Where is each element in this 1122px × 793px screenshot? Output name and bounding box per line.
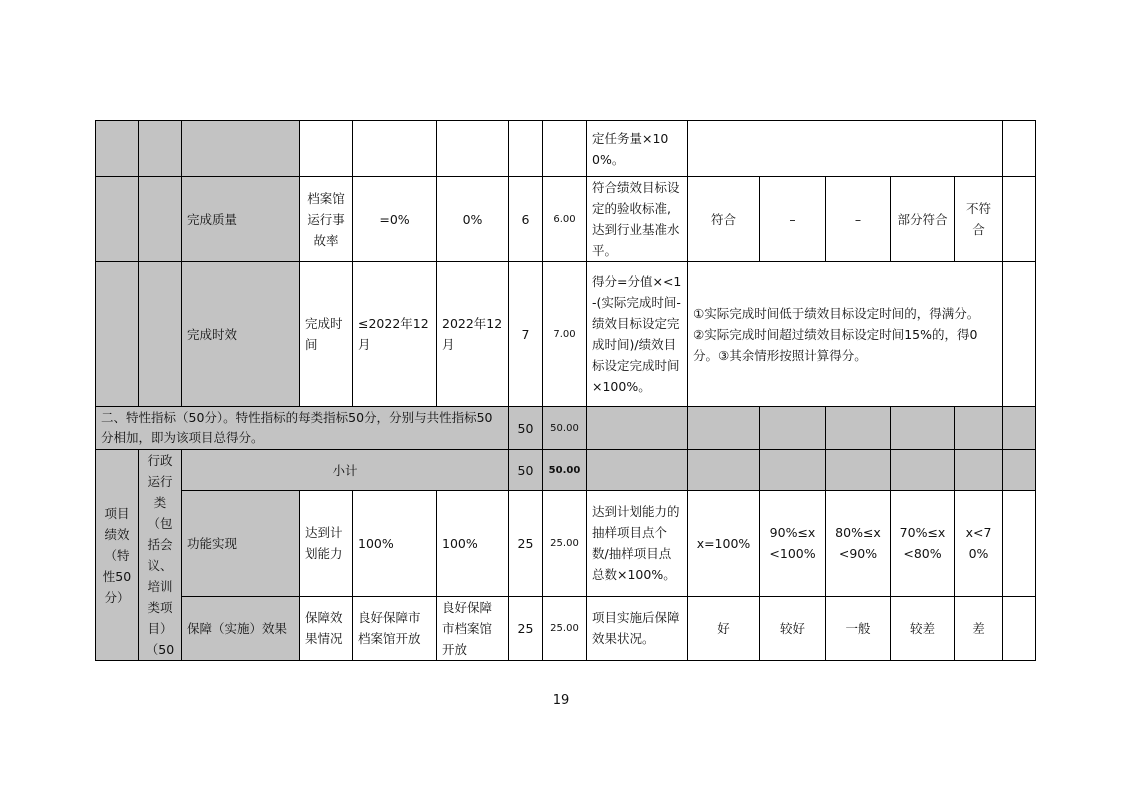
empty-cell [1003, 450, 1036, 491]
level-cell: 差 [955, 596, 1003, 660]
score-cell: 7.00 [543, 262, 587, 407]
actual-cell: 0% [437, 177, 509, 262]
remark-cell [1003, 596, 1036, 660]
sub-indicator-cell: 档案馆运行事故率 [300, 177, 353, 262]
rules-cell [688, 121, 1003, 177]
level-cell: 部分符合 [891, 177, 955, 262]
table-row [96, 407, 1036, 450]
empty-cell [760, 407, 826, 450]
table-row [96, 596, 1036, 660]
empty-cell [955, 450, 1003, 491]
level-cell: x=100% [688, 491, 760, 597]
target-cell: ≤2022年12月 [353, 262, 437, 407]
weight-cell: 50 [509, 407, 543, 450]
performance-table [95, 120, 1036, 661]
table-row [96, 262, 1036, 407]
table-row [96, 450, 1036, 491]
weight-cell: 25 [509, 491, 543, 597]
level1-cell [96, 177, 139, 262]
weight-cell: 25 [509, 596, 543, 660]
level2-cell [139, 262, 182, 407]
level1-cell [96, 121, 139, 177]
actual-cell [437, 121, 509, 177]
level-cell: 80%≤x<90% [826, 491, 891, 597]
level2-cell [139, 121, 182, 177]
score-cell [543, 121, 587, 177]
sub-indicator-cell: 保障效果情况 [300, 596, 353, 660]
method-cell: 符合绩效目标设定的验收标准,达到行业基准水平。 [587, 177, 688, 262]
empty-cell [688, 450, 760, 491]
empty-cell [826, 407, 891, 450]
empty-cell [688, 407, 760, 450]
actual-cell: 良好保障市档案馆开放 [437, 596, 509, 660]
target-cell: =0% [353, 177, 437, 262]
weight-cell: 50 [509, 450, 543, 491]
table-row [96, 491, 1036, 597]
target-cell: 100% [353, 491, 437, 597]
method-cell: 达到计划能力的抽样项目点个数/抽样项目点总数×100%。 [587, 491, 688, 597]
empty-cell [891, 450, 955, 491]
page-number: 19 [552, 693, 570, 708]
sub-category-label: 行政运行类（包括会议、培训类项目）（50 [139, 450, 182, 661]
level2-cell [139, 177, 182, 262]
level-cell: – [826, 177, 891, 262]
target-cell [353, 121, 437, 177]
target-cell: 良好保障市档案馆开放 [353, 596, 437, 660]
empty-cell [826, 450, 891, 491]
method-cell: 定任务量×100%。 [587, 121, 688, 177]
score-cell: 6.00 [543, 177, 587, 262]
remark-cell [1003, 262, 1036, 407]
actual-cell: 100% [437, 491, 509, 597]
sub-indicator-cell: 达到计划能力 [300, 491, 353, 597]
table-row [96, 121, 1036, 177]
remark-cell [1003, 491, 1036, 597]
rules-cell [688, 262, 1003, 407]
empty-cell [955, 407, 1003, 450]
level-cell: 90%≤x<100% [760, 491, 826, 597]
empty-cell [587, 407, 688, 450]
empty-cell [1003, 407, 1036, 450]
level-cell: 较好 [760, 596, 826, 660]
level-cell: 好 [688, 596, 760, 660]
table-row [96, 177, 1036, 262]
score-cell: 50.00 [543, 450, 587, 491]
level-cell: – [760, 177, 826, 262]
indicator-cell: 功能实现 [182, 491, 300, 597]
level-cell: x<70% [955, 491, 1003, 597]
rule-line: ②实际完成时间超过绩效目标设定时间15%的，得0分。③其余情形按照计算得分。 [693, 326, 978, 363]
special-indicator-label: 二、特性指标（50分）。特性指标的每类指标50分，分别与共性指标50分相加，即为该项目总得分。 [96, 407, 509, 450]
sub-indicator-cell [300, 121, 353, 177]
indicator-cell: 完成时效 [182, 262, 300, 407]
subtotal-label: 小计 [182, 450, 509, 491]
level-cell: 70%≤x<80% [891, 491, 955, 597]
score-cell: 50.00 [543, 407, 587, 450]
category-label: 项目绩效（特性50分） [96, 450, 139, 661]
score-cell: 25.00 [543, 491, 587, 597]
sub-indicator-cell: 完成时间 [300, 262, 353, 407]
method-cell: 项目实施后保障效果状况。 [587, 596, 688, 660]
weight-cell: 7 [509, 262, 543, 407]
level-cell: 符合 [688, 177, 760, 262]
level-cell: 较差 [891, 596, 955, 660]
indicator-cell [182, 121, 300, 177]
level-cell: 一般 [826, 596, 891, 660]
method-cell: 得分=分值×<1-(实际完成时间-绩效目标设定完成时间)/绩效目标设定完成时间×100%。 [587, 262, 688, 407]
indicator-cell: 完成质量 [182, 177, 300, 262]
actual-cell: 2022年12月 [437, 262, 509, 407]
empty-cell [760, 450, 826, 491]
level1-cell [96, 262, 139, 407]
rule-line: ①实际完成时间低于绩效目标设定时间的，得满分。 [693, 305, 980, 321]
weight-cell [509, 121, 543, 177]
indicator-cell: 保障（实施）效果 [182, 596, 300, 660]
empty-cell [587, 450, 688, 491]
level-cell: 不符合 [955, 177, 1003, 262]
empty-cell [891, 407, 955, 450]
weight-cell: 6 [509, 177, 543, 262]
remark-cell [1003, 177, 1036, 262]
score-cell: 25.00 [543, 596, 587, 660]
remark-cell [1003, 121, 1036, 177]
